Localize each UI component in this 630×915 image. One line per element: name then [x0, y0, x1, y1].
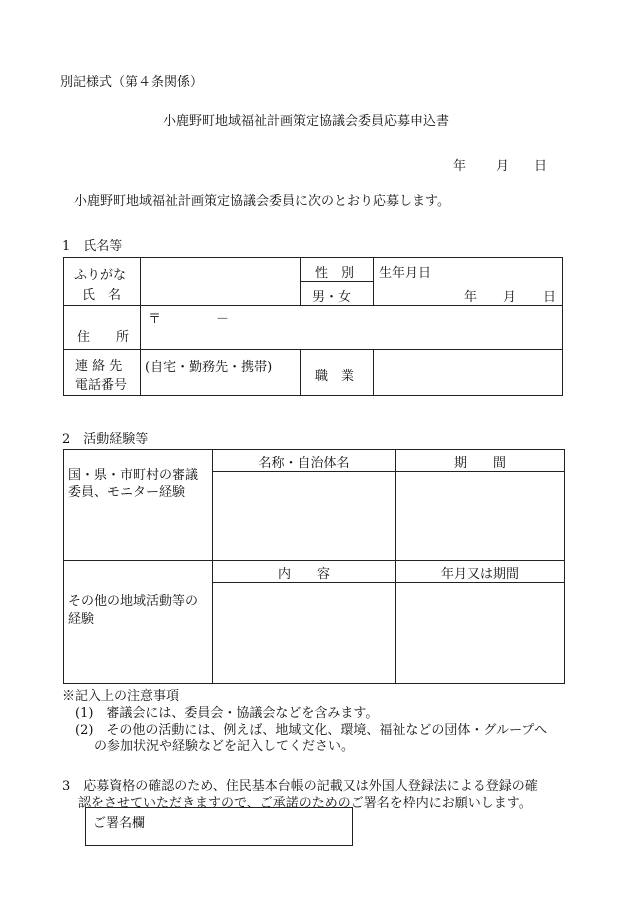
note-2: (2) その他の活動には、例えば、地域文化、環境、福祉などの団体・グループへ: [75, 723, 548, 738]
col-period-header: 期 間: [453, 456, 506, 471]
phone-label: 電話番号: [75, 378, 128, 393]
furigana-field[interactable]: [141, 258, 300, 280]
notes-heading: ※記入上の注意事項: [62, 689, 180, 704]
committee-name-field[interactable]: [213, 472, 395, 560]
address-label: 住 所: [77, 330, 130, 345]
date-day: 日: [534, 159, 548, 174]
committee-label-2: 委員、モニター経験: [68, 485, 186, 500]
date-month: 月: [496, 159, 510, 174]
col-content-header: 内 容: [277, 567, 330, 582]
committee-period-field[interactable]: [396, 472, 564, 560]
section2-heading: 2 活動経験等: [62, 432, 149, 447]
birth-month-label: 月: [503, 290, 517, 305]
section3-text-2: 認をさせていただきますので、ご承諾のためのご署名を枠内にお願いします。: [78, 796, 532, 811]
committee-label: 国・県・市町村の審議: [68, 468, 199, 483]
postal-mark: 〒: [148, 312, 162, 327]
note-1: (1) 審議会には、委員会・協議会などを含みます。: [75, 706, 379, 721]
occupation-label: 職 業: [315, 369, 355, 384]
other-activity-label: その他の地域活動等の: [68, 594, 199, 609]
intro-text: 小鹿野町地域福祉計画策定協議会委員に次のとおり応募します。: [74, 194, 450, 209]
furigana-label: ふりがな: [74, 268, 127, 283]
other-content-field[interactable]: [213, 583, 395, 683]
name-field[interactable]: [141, 282, 300, 305]
date-year: 年: [453, 159, 467, 174]
signature-label: ご署名欄: [93, 816, 146, 831]
occupation-field[interactable]: [374, 350, 562, 395]
col-name-header: 名称・自治体名: [258, 456, 350, 471]
phone-types: (自宅・勤務先・携帯): [145, 360, 273, 375]
sex-label: 性 別: [315, 266, 355, 281]
address-field[interactable]: [141, 306, 562, 349]
postal-dash: －: [216, 312, 230, 327]
birth-year-label: 年: [464, 290, 478, 305]
name-label: 氏 名: [82, 288, 122, 303]
other-activity-label-2: 経験: [68, 612, 95, 627]
birthdate-label: 生年月日: [379, 266, 432, 281]
form-number: 別記様式（第４条関係）: [60, 75, 204, 90]
section3-text: 3 応募資格の確認のため、住民基本台帳の記載又は外国人登録法による登録の確: [62, 779, 538, 794]
page-title: 小鹿野町地域福祉計画策定協議会委員応募申込書: [163, 114, 450, 129]
col-date-header: 年月又は期間: [440, 567, 519, 582]
section1-heading: 1 氏名等: [62, 239, 123, 254]
birth-day-label: 日: [543, 290, 557, 305]
other-date-field[interactable]: [396, 583, 564, 683]
sex-options[interactable]: 男・女: [312, 290, 352, 305]
note-2-continued: の参加状況や経験などを記入してください。: [94, 739, 355, 754]
contact-label: 連 絡 先: [75, 359, 123, 374]
